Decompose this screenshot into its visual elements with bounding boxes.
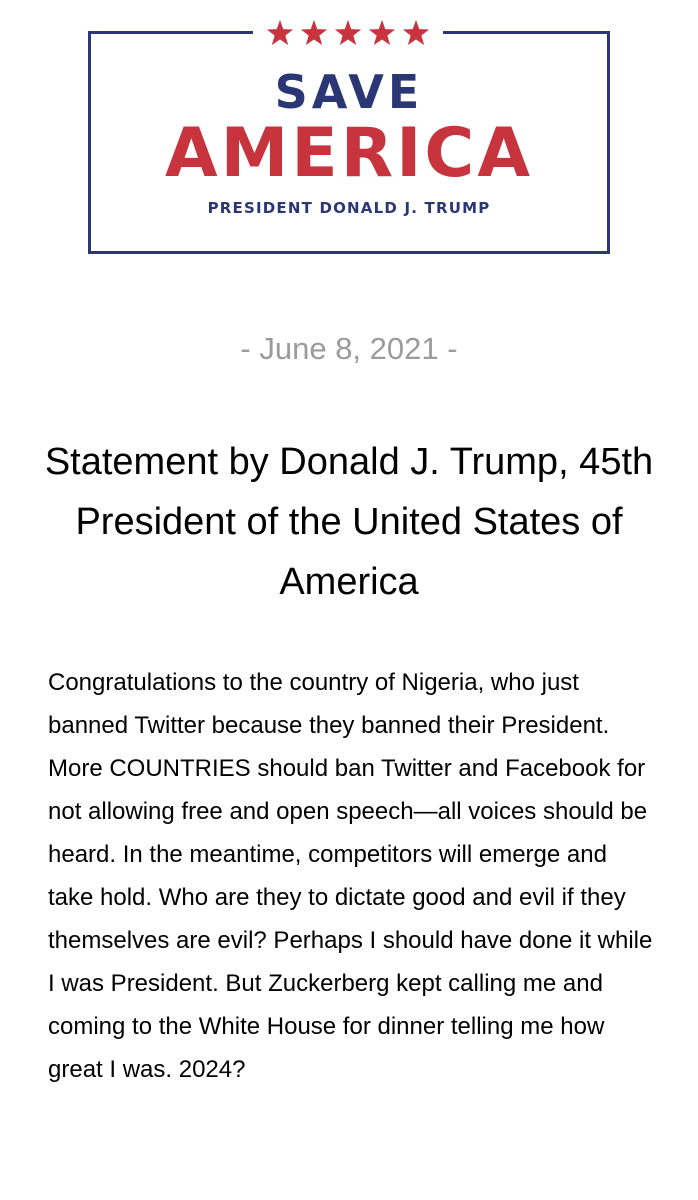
star-icon — [333, 18, 363, 48]
logo-america-text: AMERICA — [165, 114, 533, 193]
star-icon — [265, 18, 295, 48]
star-icon — [401, 18, 431, 48]
statement-body: Congratulations to the country of Nigeria, who just banned Twitter because they banned their President. More COUNTRIES should ban Twitter and Facebook for not allowing free and open speech—all voices should be heard. In the meantime, competitors will emerge and take hold. Who are they to dictate good and evil if they themselves are evil? Perhaps I should have done it while I was President. But Zuckerberg kept calling me and coming to the White House for dinner telling me how great I was. 2024? — [48, 669, 653, 1083]
statement-title: Statement by Donald J. Trump, 45th President of the United States of America — [44, 441, 654, 603]
logo-save-text: SAVE — [274, 65, 424, 119]
star-icon — [367, 18, 397, 48]
statement-date: - June 8, 2021 - — [240, 331, 458, 366]
star-icon — [299, 18, 329, 48]
logo-subtitle: PRESIDENT DONALD J. TRUMP — [207, 199, 491, 217]
logo-stars — [253, 13, 443, 53]
